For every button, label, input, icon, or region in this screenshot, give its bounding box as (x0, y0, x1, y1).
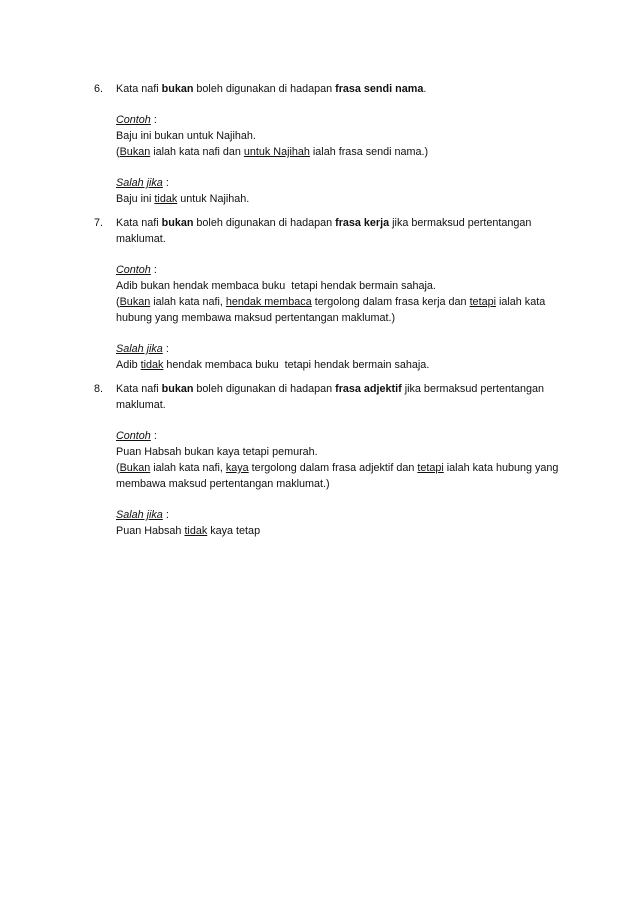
bold-phrase: frasa sendi nama (335, 83, 424, 95)
bold-phrase: frasa adjektif (335, 383, 402, 395)
contoh-heading: Contoh : (116, 114, 157, 126)
contoh-heading: Contoh : (116, 430, 157, 442)
wrong-sentence: Puan Habsah tidak kaya tetap (116, 525, 261, 537)
bold-keyword: bukan (161, 217, 194, 229)
item-intro: Kata nafi bukan boleh digunakan di hadapan frasa sendi nama. (116, 83, 427, 95)
item-intro: Kata nafi bukan boleh digunakan di hadapan frasa adjektif jika bermaksud pertentangan (116, 383, 544, 395)
item-number: 6. (94, 83, 104, 95)
item-intro: Kata nafi bukan boleh digunakan di hadapan frasa kerja jika bermaksud pertentangan (116, 217, 532, 229)
explanation: (Bukan ialah kata nafi dan untuk Najihah ialah frasa sendi nama.) (116, 146, 429, 158)
bold-keyword: bukan (161, 383, 194, 395)
bold-phrase: frasa kerja (335, 217, 390, 229)
list-item-8 (94, 381, 576, 539)
explanation: (Bukan ialah kata nafi, hendak membaca tergolong dalam frasa kerja dan tetapi ialah kata (116, 296, 546, 308)
explanation: (Bukan ialah kata nafi, kaya tergolong dalam frasa adjektif dan tetapi ialah kata hubung yang (116, 462, 559, 474)
list-item-7 (94, 215, 576, 373)
contoh-heading: Contoh : (116, 264, 157, 276)
item-intro-continued: maklumat. (116, 399, 166, 411)
salah-heading: Salah jika : (116, 343, 169, 355)
item-number: 7. (94, 217, 104, 229)
salah-heading: Salah jika : (116, 509, 169, 521)
example-sentence: Baju ini bukan untuk Najihah. (116, 130, 256, 142)
explanation-continued: membawa maksud pertentangan maklumat.) (116, 478, 330, 490)
bold-keyword: bukan (161, 83, 194, 95)
list-item-6 (94, 81, 576, 207)
explanation-continued: hubung yang membawa maksud pertentangan maklumat.) (116, 312, 396, 324)
item-intro-continued: maklumat. (116, 233, 166, 245)
example-sentence: Adib bukan hendak membaca buku tetapi hendak bermain sahaja. (116, 280, 436, 292)
wrong-sentence: Adib tidak hendak membaca buku tetapi hendak bermain sahaja. (116, 359, 430, 371)
wrong-sentence: Baju ini tidak untuk Najihah. (116, 193, 250, 205)
item-number: 8. (94, 383, 104, 395)
salah-heading: Salah jika : (116, 177, 169, 189)
example-sentence: Puan Habsah bukan kaya tetapi pemurah. (116, 446, 318, 458)
